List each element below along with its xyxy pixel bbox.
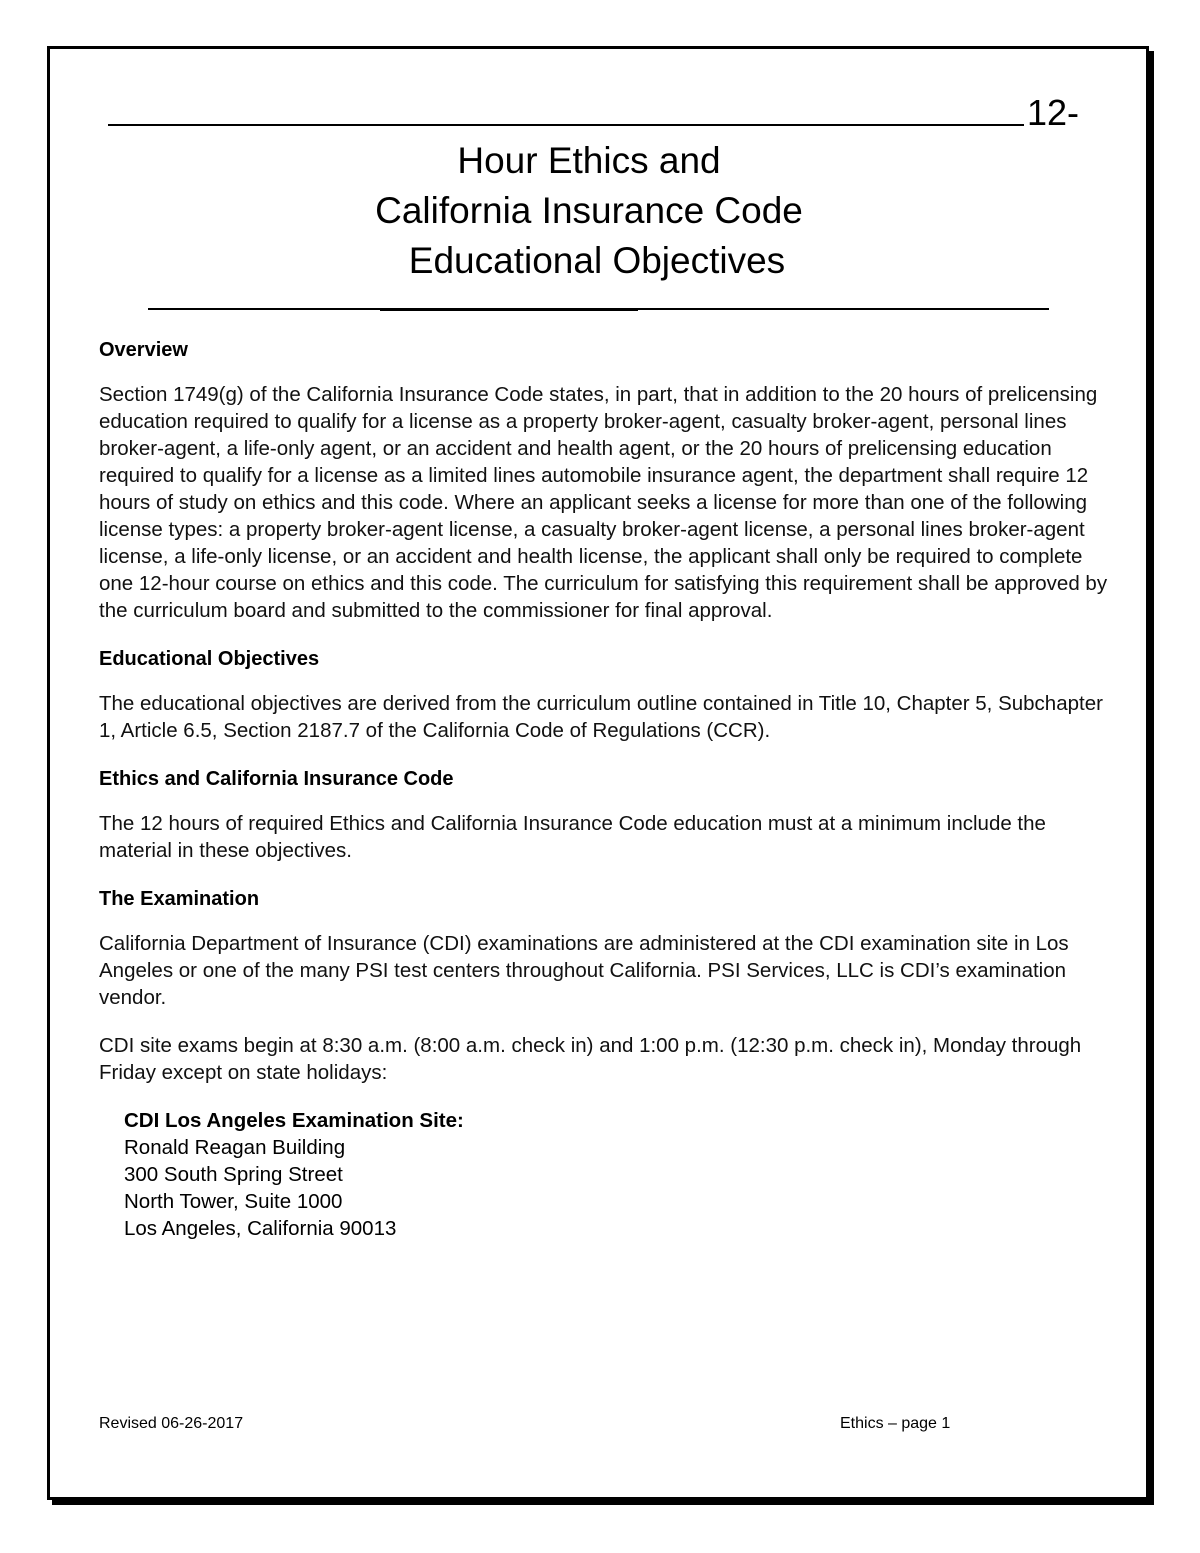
- ethics-code-heading: Ethics and California Insurance Code: [99, 768, 454, 790]
- title-bottom-rule-accent: [380, 308, 638, 311]
- educational-objectives-paragraph: The educational objectives are derived from the curriculum outline contained in Title 10, Chapter 5, Subchapter 1, Article 6.5, Section 2187.7 of the California Code of Regulations (CCR).: [99, 692, 1103, 742]
- examination-heading: The Examination: [99, 888, 260, 910]
- educational-objectives-heading: Educational Objectives: [99, 648, 320, 670]
- footer-revised-date: Revised 06-26-2017: [99, 1415, 244, 1432]
- document-body: [99, 336, 1109, 1242]
- exam-site-title: CDI Los Angeles Examination Site:: [124, 1109, 464, 1132]
- address-line-3: North Tower, Suite 1000: [124, 1190, 343, 1213]
- overview-heading: Overview: [99, 339, 188, 361]
- title-top-rule: [108, 124, 1024, 126]
- exam-site-address: [124, 1107, 1109, 1242]
- footer-page-number: Ethics – page 1: [840, 1415, 951, 1432]
- address-line-4: Los Angeles, California 90013: [124, 1217, 397, 1240]
- address-line-2: 300 South Spring Street: [124, 1163, 343, 1186]
- examination-paragraph-2: CDI site exams begin at 8:30 a.m. (8:00 a.m. check in) and 1:00 p.m. (12:30 p.m. check in), Monday through Friday except on state holidays:: [99, 1034, 1082, 1084]
- title-line-2: California Insurance Code: [375, 190, 803, 231]
- address-line-1: Ronald Reagan Building: [124, 1136, 346, 1159]
- title-line-3: Educational Objectives: [408, 240, 786, 281]
- examination-paragraph-1: California Department of Insurance (CDI) examinations are administered at the CDI examination site in Los Angeles or one of the many PSI test centers throughout California. PSI Services, LLC is CDI’s examination vendor.: [99, 932, 1069, 1009]
- title-line-1: Hour Ethics and: [457, 140, 721, 181]
- overview-paragraph: Section 1749(g) of the California Insurance Code states, in part, that in addition to the 20 hours of prelicensing education required to qualify for a license as a property broker-agent, casualty broker-agent, personal lines broker-agent, a life-only agent, or an accident and health agent, or the 20 hours of prelicensing education required to qualify for a license as a limited lines automobile insurance agent, the department shall require 12 hours of study on ethics and this code. Where an applicant seeks a license for more than one of the following license types: a property broker-agent license, a casualty broker-agent license, a personal lines broker-agent license, a life-only license, or an accident and health license, the applicant shall only be required to complete one 12-hour course on ethics and this code. The curriculum for satisfying this requirement shall be approved by the curriculum board and submitted to the commissioner for final approval.: [99, 383, 1108, 622]
- ethics-code-paragraph: The 12 hours of required Ethics and California Insurance Code education must at a minimum include the material in these objectives.: [99, 812, 1046, 862]
- title-hour-number: 12-: [1027, 92, 1080, 133]
